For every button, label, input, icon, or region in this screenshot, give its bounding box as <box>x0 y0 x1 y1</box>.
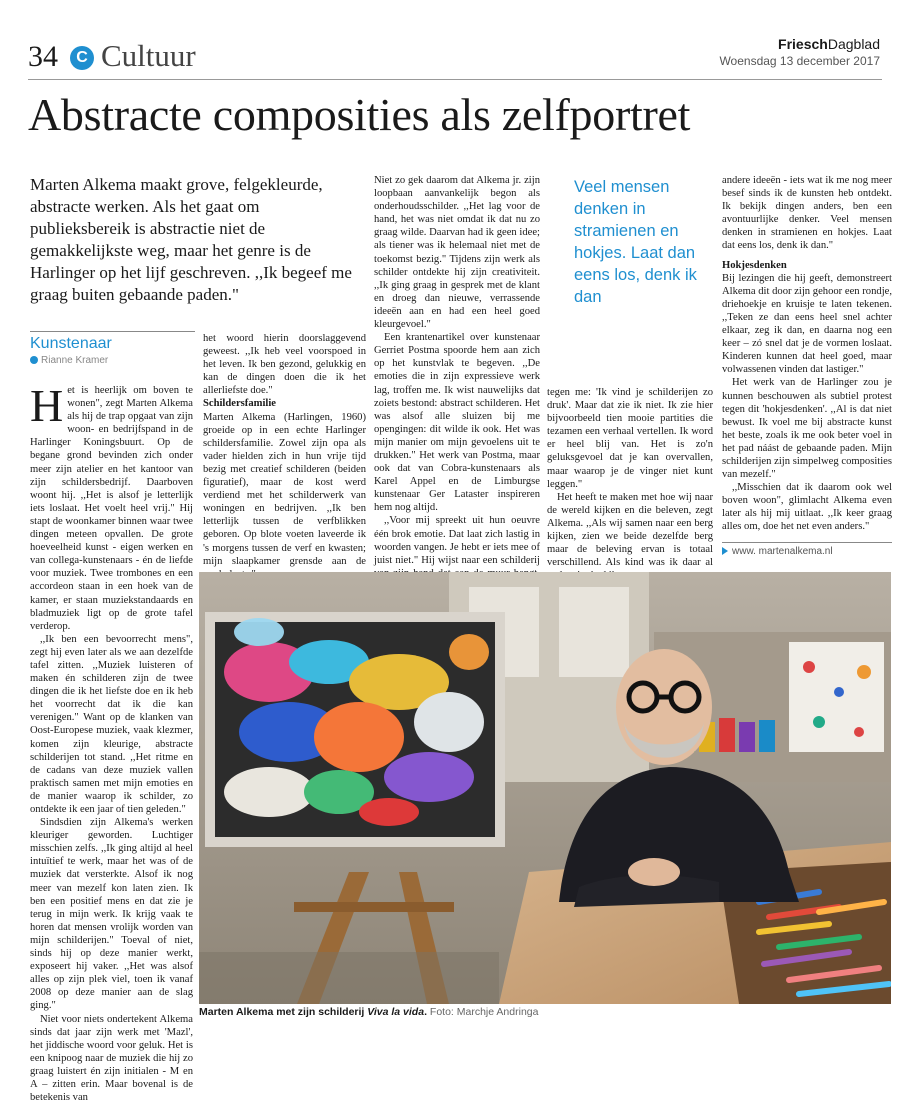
section-logo-icon: C <box>70 46 94 70</box>
subheading-schildersfamilie: Schildersfamilie <box>203 397 366 410</box>
subheading-hokjesdenken: Hokjesdenken <box>722 259 892 272</box>
column-2 <box>203 332 366 581</box>
headline: Abstracte composities als zelfportret <box>28 88 690 141</box>
drop-cap: H <box>30 386 63 426</box>
photo-illustration <box>199 572 891 1004</box>
col1-paragraph: Niet voor niets ondertekent Alkema sinds dat jaar zijn werk met 'Mazl', het jiddische woord voor geluk. Het is een knipoog naar de muziek die hij zo graag luistert én zijn initialen - M en A – zitten erin. Maar bovenal is de betekenis van <box>30 1013 193 1104</box>
col2-paragraph: het woord hierin doorslaggevend geweest. ,,Ik heb veel voorspoed in het leven. Ik ben gezond, gelukkig en kan de dingen doen die ik het allerliefste doe." <box>203 332 366 397</box>
website-link[interactable]: www. martenalkema.nl <box>722 542 892 557</box>
page-number: 34 <box>28 40 58 74</box>
col1-paragraph: Sindsdien zijn Alkema's werken kleuriger geworden. Luchtiger misschien zelfs. ,,Ik ging altijd al heel intuïtief te werk, maar het was of de muziek dat versterkte. Alsof ik nog meer van mezelf kon laten zien. Ik ben een positief mens en dat zie je terug in mijn werk. Ik krijg vaak te horen dat mensen vrolijk worden van mijn schilderijen." Toeval of niet, sinds hij op deze manier werkt, exposeert hij vaker. ,,Het was alsof alles op zijn plek viel, toen ik vanaf 2008 op deze manier aan de slag ging." <box>30 816 193 1012</box>
article-photo <box>199 572 891 1004</box>
byline-box <box>30 331 195 366</box>
col5-paragraph: Het werk van de Harlinger zou je kunnen beschouwen als subtiel protest tegen dit 'hokjesdenken'. ,,Al is dat niet bewust. Ik voel me bij abstracte kunst het beste, zoals ik me ook beter voel in het pad náást de gebaande paden. Mijn schilderijen zijn simpelweg composities van mezelf." <box>722 376 892 481</box>
col1-paragraph: ,,Ik ben een bevoorrecht mens", zegt hij even later als we aan dezelfde tafel zitten. ,,Muziek luisteren of maken én schilderen zijn de twee dingen die ik het liefste doe en ik heb het voorrecht dat ik die kan verenigen." Want op de klanken van Oost-Europese muziek, vaak klezmer, komen zijn kleurige, abstracte schilderijen tot stand. ,,Het ritme en de cadans van deze muziek vallen praktisch samen met mijn emoties en de manier waarop ik schilder, zo ontdekte ik een jaar of tien geleden." <box>30 633 193 816</box>
column-4 <box>547 386 713 582</box>
newspaper-name: FrieschDagblad <box>778 36 880 52</box>
col4-paragraph: tegen me: 'Ik vind je schilderijen zo druk'. Maar dat zie ik niet. Ik zie hier bijvoorbeeld tien mooie partities die tezamen een verhaal vertellen. Ik word er heel blij van. Het is zo'n geluksgevoel dat je kan overvallen, maar waarop je de vinger niet kunt leggen." <box>547 386 713 491</box>
col2-paragraph: Marten Alkema (Harlingen, 1960) groeide op in een echte Harlinger schildersfamilie. Zowel zijn opa als vader hielden zich in hun vrije tijd bezig met creatief schilderen (beiden figuratief), maar de kost werd verdiend met het schilderwerk van woningen en bedrijven. ,,Ik ben letterlijk tussen de verfblikken geboren. Op blote voeten laveerde ik 's morgens tussen de verf en kwasten; mijn slaapkamer grensde aan de <box>203 411 366 581</box>
lead-paragraph: Marten Alkema maakt grove, felgekleurde, abstracte werken. Als het gaat om publieksbereik is abstractie niet de gemakkelijkste weg, maar het genre is de Harlinger op het lijf geschreven. ,,Ik begeef me graag buiten gebaande paden." <box>30 174 360 306</box>
column-1 <box>30 384 193 1104</box>
col4-paragraph: Het heeft te maken met hoe wij naar de wereld kijken en die beleven, zegt Alkema. ,,Als wij samen naar een berg kijken, zien we beide dezelfde berg maar de beleving ervan is totaal verschillend. Als kind was ik daar al <box>547 491 713 583</box>
col3-paragraph: ,,Voor mij spreekt uit hun oeuvre één brok emotie. Dat laat zich lastig in woorden vangen. Je hebt er iets mee of juist niet." Hij wijst naar een schilderij <box>374 514 540 606</box>
col5-paragraph: andere ideeën - iets wat ik me nog meer besef sinds ik de kunsten heb ontdekt. Ik bekijk dingen anders, ben een avontuurlijke denker. Veel mensen denken in stramienen en hokjes. Laat dat eens los, denk ik dan." <box>722 174 892 253</box>
pull-quote: Veel mensen denken in stramienen en hokjes. Laat dan eens los, denk ik dan <box>574 176 724 308</box>
byline-author: Rianne Kramer <box>30 355 195 366</box>
play-arrow-icon <box>722 547 728 555</box>
section-title: Cultuur <box>101 38 196 74</box>
col1-paragraph: et is heerlijk om boven te wonen", zegt Marten Alkema als hij de trap opgaat van zijn woon- en bedrijfspand in de Harlinger Koningsbuurt. Op de begane grond bevinden zich onder meer zijn atelier en het kantoor van zijn schildersbedrijf. Daarboven woont hij. ,,Het is alsof je letterlijk iets loslaat. Het voelt heel vrij." Hij stapt de woonkamer binnen waar twee dingen meteen opvallen. De grote hoeveelheid kunst - eigen werken en van collega-kunstenaars - én de liefde voor muziek. Twee trombones en een accordeon staan in een hoek van de kamer, er staan muziekstandaards en bladmuziek ligt op de grote tafel verderop. <box>30 385 193 632</box>
photo-credit: Foto: Marchje Andringa <box>430 1006 539 1018</box>
photo-caption: Marten Alkema met zijn schilderij Viva la vida. Foto: Marchje Andringa <box>199 1006 538 1018</box>
issue-date: Woensdag 13 december 2017 <box>719 54 880 68</box>
col3-paragraph: Niet zo gek daarom dat Alkema jr. zijn loopbaan aanvankelijk begon als onderhoudsschilder. ,,Het lag voor de hand, het was niet omdat ik dat nu zo graag wilde. Daarvan had ik geen idee; als tiener was ik helemaal niet met de toekomst bezig." Tijdens zijn werk als schilder ontdekte hij zijn creativiteit. ,,Ik ging graag in gesprek met de klant en droeg dan nieuwe, verrassende ideeën aan en had een heel goed kleurgevoel." <box>374 174 540 331</box>
byline-label: Kunstenaar <box>30 335 195 353</box>
header-rule <box>28 79 882 80</box>
column-3 <box>374 174 540 606</box>
author-icon <box>30 356 38 364</box>
col5-paragraph: ,,Misschien dat ik daarom ook wel boven woon", glimlacht Alkema even later als hij mij uitlaat. ,,Ik keer graag alles om, doe het net even anders." <box>722 481 892 533</box>
col5-paragraph: Bij lezingen die hij geeft, demonstreert Alkema dit door zijn gehoor een rondje, driehoekje en kruisje te laten tekenen. ,,Teken ze dan eens heel snel achter elkaar, zeg ik dan, en daarna nog een keer – zó snel dat je de vormen loslaat. Kinderen kunnen dat heel goed, maar volwassenen vinden dat lastiger." <box>722 272 892 377</box>
column-5 <box>722 174 892 534</box>
col3-paragraph: Een krantenartikel over kunstenaar Gerriet Postma spoorde hem aan zich op het kunstvlak te begeven. ,,De emoties die in zijn expressieve werk lag, troffen me. Ik wist nauwelijks dat zoiets bestond: abstract schilderen. Het was alsof alle sluizen bij me opengingen: dit wilde ik ook. Het was mijn manier om mijn gevoelens uit te drukken." Het werk van Postma, maar ook dat van Cobra-kunstenaars als Karel Appel en de Limburgse kunstenaar Ger Lataster inspireren hem nog altijd. <box>374 331 540 514</box>
